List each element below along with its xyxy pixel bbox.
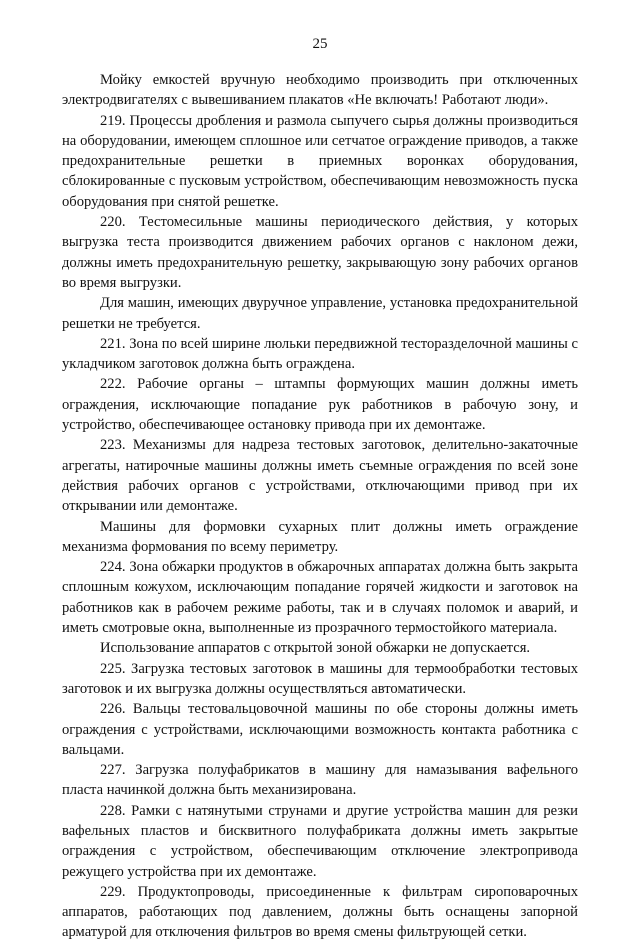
paragraph-washing-tanks: Мойку емкостей вручную необходимо производить при отключенных электродвигателях с вывешиванием плакатов «Не включать! Работают люди». (62, 72, 578, 109)
paragraph-219: 219. Процессы дробления и размола сыпучего сырья должны производиться на оборудовании, имеющем сплошное или сетчатое ограждение приводов, а также предохранительные решетки в приемных воронках оборудования, сблокированные с пусковым устройством, обеспечивающим невозможность пуска оборудования при снятой решетке. (62, 112, 578, 210)
paragraph-227: 227. Загрузка полуфабрикатов в машину для намазывания вафельного пласта начинкой должна быть механизирована. (62, 762, 578, 799)
paragraph-221: 221. Зона по всей ширине люльки передвижной тесторазделочной машины с укладчиком заготовок должна быть ограждена. (62, 335, 578, 373)
paragraph-220: 220. Тестомесильные машины периодического действия, у которых выгрузка теста производится движением рабочих органов с наклоном дежи, должны иметь предохранительную решетку, закрывающую зону рабочих органов во время выгрузки. (62, 214, 578, 291)
paragraph-228: 228. Рамки с натянутыми струнами и другие устройства машин для резки вафельных пластов и бисквитного полуфабриката должны иметь закрытые ограждения с устройством, обеспечивающим отключение электропривода режущего устройства при их демонтаже. (62, 802, 578, 880)
page-number: 25 (312, 36, 328, 52)
paragraph-open-frying-zone: Использование аппаратов с открытой зоной обжарки не допускается. (100, 640, 531, 657)
paragraph-223: 223. Механизмы для надреза тестовых заготовок, делительно-закаточные агрегаты, натирочные машины должны иметь съемные ограждения по всей зоне действия рабочих органов с устройствами, отключающими привод при их открывании или демонтаже. (62, 437, 578, 515)
paragraph-224: 224. Зона обжарки продуктов в обжарочных аппаратах должна быть закрыта сплошным кожухом, исключающим попадание горячей жидкости и заготовок на работников как в рабочем режиме работы, так и в случаях поломок и аварий, и иметь смотровые окна, выполненные из прозрачного термостойкого материала. (62, 559, 578, 637)
paragraph-two-hand-control: Для машин, имеющих двуручное управление, установка предохранительной решетки не требуется. (62, 295, 578, 332)
paragraph-rusk-machines: Машины для формовки сухарных плит должны иметь ограждение механизма формования по всему периметру. (62, 518, 578, 555)
document-body (62, 70, 578, 943)
paragraph-226: 226. Вальцы тестовальцовочной машины по обе стороны должны иметь ограждения с устройствами, исключающими возможность контакта работника с вальцами. (62, 701, 578, 758)
paragraph-222: 222. Рабочие органы – штампы формующих машин должны иметь ограждения, исключающие попадание рук работников в рабочую зону, и устройство, обеспечивающее остановку привода при их демонтаже. (62, 376, 578, 434)
paragraph-225: 225. Загрузка тестовых заготовок в машины для термообработки тестовых заготовок и их выгрузка должны осуществляться автоматически. (62, 660, 578, 697)
paragraph-229: 229. Продуктопроводы, присоединенные к фильтрам сироповарочных аппаратов, работающих под давлением, должны быть оснащены запорной арматурой для отключения фильтров во время смены фильтрующей сетки. (62, 883, 578, 941)
